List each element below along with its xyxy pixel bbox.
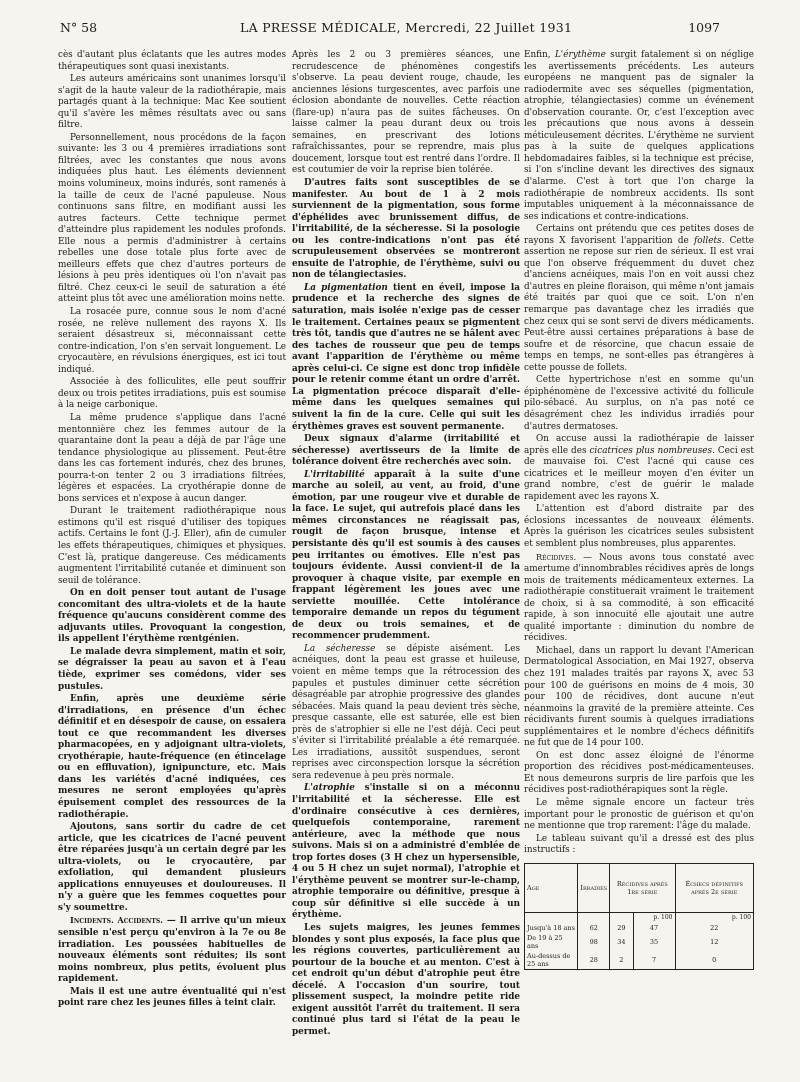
section-label: L'atrophie — [304, 783, 355, 794]
table-cell — [578, 912, 610, 923]
page-number: 1097 — [688, 20, 720, 35]
table-cell: 7 — [633, 951, 675, 969]
paragraph: On accuse aussi la radiothérapie de laisser après elle des cicatrices plus nombreuses. Ceci est de mauvaise foi. C'est l'acné qui cause ces cicatrices et le meilleur moyen d'en éviter un grand nombre, c'est de guérir le malade rapidement avec les rayons X. — [524, 434, 754, 502]
paragraph: Enfin, après une deuxième série d'irradiations, en présence d'un échec définitif et en désespoir de cause, on essaiera tout ce que recommandent les diverses pharmacopées, en y adjoignant ultra-violets, cryothérapie, haute-fréquence (en étincelage ou en effluvation), ignipuncture, etc. Mais dans les variétés d'acné indiquées, ces mesures ne seront employées qu'après épuisement complet des ressources de la radiothérapie. — [58, 694, 286, 820]
table-cell: 47 — [633, 923, 675, 933]
table-cell: 28 — [578, 951, 610, 969]
recurrence-table — [524, 863, 754, 970]
journal-title: LA PRESSE MÉDICALE, Mercredi, 22 Juillet 1931 — [240, 20, 573, 35]
paragraph: Le même signale encore un facteur très important pour le pronostic de guérison et qu'on ne mentionne que trop rarement: l'âge du malade. — [524, 798, 754, 832]
section-label: Récidives. — [536, 551, 577, 562]
table-header: Age — [525, 864, 578, 913]
paragraph: Associée à des folliculites, elle peut souffrir deux ou trois petites irradiations, puis est soumise à la neige carbonique. — [58, 377, 286, 411]
table-cell: 98 — [578, 933, 610, 951]
table-header: Récidives après 1re série — [610, 864, 675, 913]
paragraph: On en doit penser tout autant de l'usage concomitant des ultra-violets et de la haute fréquence qu'aucuns considèrent comme des adjuvants utiles. Provoquant la congestion, ils appellent l'érythème rœntgénien. — [58, 588, 286, 645]
paragraph: Durant le traitement radiothérapique nous estimons qu'il est risqué d'utiliser des topiques actifs. Certains le font (J.-J. Eller), afin de cumuler les effets thérapeutiques, chimiques et physiques. C'est là, pratique dangereuse. Ces médicaments augmentent l'irritabilité cutanée et diminuent son seuil de tolérance. — [58, 506, 286, 586]
paragraph: Enfin, L'érythème surgit fatalement si on néglige les avertissements précédents. Les auteurs européens ne manquent pas de signaler la radiodermite avec ses séquelles (pigmentation, atrophie, télangiectasies) comme un événement d'observation courante. Or, c'est l'exception avec les précautions que nous avons à dessein méticuleusement décrites. L'érythème ne survient pas à la suite de quelques applications hebdomadaires faibles, si la technique est précise, si l'on s'incline devant les directives des signaux d'alarme. C'est à tort que l'on charge la radiothérapie de nombreux accidents. Ils sont imputables uniquement à la méconnaissance de ses indications et contre-indications. — [524, 50, 754, 222]
paragraph: La même prudence s'applique dans l'acné mentonnière chez les femmes autour de la quarantaine dont la peau a déjà de par l'âge une tendance physiologique au plissement. Peut-être dans les cas fortement indurés, chez des brunes, pourra-t-on tenter 2 ou 3 irradiations filtrées, légères et espacées. La cryothérapie donne de bons services et n'expose à aucun danger. — [58, 412, 286, 504]
paragraph: L'attention est d'abord distraite par des éclosions incessantes de nouveaux éléments. Après la guérison les cicatrices seules subsistent et semblent plus nombreuses, plus apparentes. — [524, 504, 754, 549]
table-cell: 35 — [633, 933, 675, 951]
paragraph: Les auteurs américains sont unanimes lorsqu'il s'agit de la haute valeur de la radiothérapie, mais partagés quant à la technique: Mac Kee soutient qu'il s'avère les mêmes résultats avec ou sans filtre. — [58, 74, 286, 131]
table-cell: Au-dessus de 25 ans — [527, 951, 571, 968]
paragraph: Cette hypertrichose n'est en somme qu'un épiphénomène de l'excessive activité du follicule pilo-sébacé. Au surplus, on n'a pas noté ce désagrément chez les individus irradiés pour d'autres dermatoses. — [524, 375, 754, 432]
table-header: Irradiés — [578, 864, 610, 913]
table-cell: 0 — [675, 951, 753, 969]
issue-number: N° 58 — [60, 20, 98, 35]
table-cell: 12 — [675, 933, 753, 951]
section-label: L'irritabilité — [304, 469, 365, 480]
paragraph: cès d'autant plus éclatants que les autres modes thérapeutiques sont quasi inexistants. — [58, 50, 286, 72]
paragraph: Le tableau suivant qu'il a dressé est des plus instructifs : — [524, 833, 754, 856]
table-cell: 2 — [610, 951, 633, 969]
paragraph: L'atrophie s'installe si on a méconnu l'irritabilité et la sécheresse. Elle est d'ordinaire consécutive à ces dernières, quelquefois contemporaine, rarement antérieure, avec la méthode que nous suivons. Mais si on a administré d'emblée de trop fortes doses (3 H chez un hypersensible, 4 ou 5 H chez un sujet normal), l'atrophie et l'érythème peuvent se montrer sur-le-champ, atrophie temporaire ou définitive, presque à coup sûr définitive si elle succède à un érythème. — [292, 783, 520, 921]
paragraph: Récidives. — Nous avons tous constaté avec amertume d'innombrables récidives après de longs mois de traitements médicamenteux externes. La radiothérapie constituerait vraiment le traitement de choix, si à sa commodité, à son efficacité rapide, à son innocuité elle ajoutait une autre qualité importante : diminution du nombre de récidives. — [524, 551, 754, 644]
paragraph: Deux signaux d'alarme (irritabilité et sécheresse) avertisseurs de la limite de tolérance doivent être recherchés avec soin. — [292, 434, 520, 468]
paragraph: On est donc assez éloigné de l'énorme proportion des récidives post-médicamenteuses. Et nous demeurons surpris de lire parfois que les récidives post-radiothérapiques sont la règle. — [524, 750, 754, 796]
table-cell: De 19 à 25 ans — [527, 933, 563, 950]
table-cell: 22 — [675, 923, 753, 933]
section-label: L'érythème — [554, 50, 606, 60]
table-row — [525, 951, 753, 969]
paragraph: L'irritabilité apparaît à la suite d'une marche au soleil, au vent, au froid, d'une émotion, par une rougeur vive et durable de la face. Le sujet, qui autrefois placé dans les mêmes circonstances ne réagissait pas, rougit de façon brusque, intense et persistante dès qu'il est soumis à des causes peu irritantes ou émotives. Elle n'est pas toujours évidente. Aussi convient-il de la provoquer à chaque visite, par exemple en frappant légèrement les joues avec une serviette mouillée. Cette intolérance temporaire demande un repos du tégument de deux ou trois semaines, et de recommencer prudemment. — [292, 469, 520, 642]
table-cell: 34 — [610, 933, 633, 951]
table-row — [525, 933, 753, 951]
paragraph: La rosacée pure, connue sous le nom d'acné rosée, ne relève nullement des rayons X. Ils seraient désastreux si, méconnaissant cette contre-indication, l'on s'en servait longuement. Le cryocautère, en révulsions énergiques, est ici tout indiqué. — [58, 307, 286, 375]
column-2 — [292, 50, 520, 1038]
paragraph: La sécheresse se dépiste aisément. Les acnéiques, dont la peau est grasse et huileuse, voient en même temps que la rétrocession des papules et pustules diminuer cette sécrétion désagréable par atrophie progressive des glandes sébacées. Mais quand la peau devient très sèche, presque cassante, elle est saturée, elle est bien près de s'atrophier si elle ne l'est déjà. Ceci peut s'éviter si l'irritabilité préalable a été remarquée. Les irradiations, aussitôt suspendues, seront reprises avec circonspection lorsque la sécrétion sera redevenue à peu près normale. — [292, 643, 520, 781]
table-cell: 62 — [578, 923, 610, 933]
table-header: Échecs définitifs après 2e série — [675, 864, 753, 913]
section-label: La pigmentation — [304, 282, 388, 293]
paragraph: Les sujets maigres, les jeunes femmes blondes y sont plus exposés, la face plus que les régions couvertes, particulièrement au pourtour de la bouche et au menton. C'est à cet endroit qu'un début d'atrophie peut être décelé. A l'occasion d'un sourire, tout plissement suspect, la moindre petite ride exigent aussitôt l'arrêt du traitement. Il sera continué plus tard si l'état de la peau le permet. — [292, 923, 520, 1037]
paragraph: Certains ont prétendu que ces petites doses de rayons X favorisent l'apparition de follets. Cette assertion ne repose sur rien de sérieux. Il est vrai que l'on observe fréquemment du duvet chez d'anciens acnéiques, mais l'on en voit aussi chez d'autres en pleine floraison, qui même n'ont jamais été traités par quoi que ce soit. L'on n'en remarque pas davantage chez les irradiés que chez ceux qui se sont servi de divers médicaments. Peut-être aussi certaines préparations à base de soufre et de résorcine, que chacun essaie de temps en temps, ne sont-elles pas étrangères à cette pousse de follets. — [524, 224, 754, 373]
table-unit: p. 100 — [633, 912, 675, 923]
paragraph: Mais il est une autre éventualité qui n'est point rare chez les jeunes filles à teint clair. — [58, 986, 286, 1009]
table-row — [525, 923, 753, 933]
page-header — [60, 20, 720, 42]
table-unit: p. 100 — [675, 912, 753, 923]
paragraph: Michael, dans un rapport lu devant l'American Dermatological Association, en Mai 1927, observa chez 191 malades traités par rayons X, avec 53 pour 100 de guérisons en moins de 4 mois, 30 pour 100 de récidives, dont aucune n'eut néanmoins la gravité de la première atteinte. Ces récidivants furent soumis à quelques irradiations supplémentaires et le nombre d'échecs définitifs ne fut que de 14 pour 100. — [524, 645, 754, 749]
section-label: Incidents. Accidents. — [70, 915, 164, 926]
paragraph: Ajoutons, sans sortir du cadre de cet article, que les cicatrices de l'acné peuvent être réparées jusqu'à un certain degré par les ultra-violets, ou le cryocautère, par exfoliation, qui demandent plusieurs applications ennuyeuses et douloureuses. Il n'y a guère que les femmes coquettes pour s'y soumettre. — [58, 822, 286, 913]
paragraph: La pigmentation tient en éveil, impose la prudence et la recherche des signes de saturation, mais isolée n'exige pas de cesser le traitement. Certaines peaux se pigmentent très tôt, tandis que d'autres ne se hâlent avec des taches de rousseur que peu de temps avant l'apparition de l'érythème ou même après celui-ci. Ce signe est donc trop infidèle pour le retenir comme étant un ordre d'arrêt. La pigmentation précoce disparaît d'elle-même dans les quelques semaines qui suivent la fin de la cure. Celle qui suit les érythèmes graves est souvent permanente. — [292, 282, 520, 432]
column-3 — [524, 50, 754, 970]
paragraph: Incidents. Accidents. — Il arrive qu'un mieux sensible n'est perçu qu'environ à la 7e ou 8e irradiation. Les poussées habituelles de nouveaux éléments sont réduites; ils sont moins nombreux, plus petits, évoluent plus rapidement. — [58, 915, 286, 985]
table-cell — [610, 912, 633, 923]
paragraph: Après les 2 ou 3 premières séances, une recrudescence de phénomènes congestifs s'observe. La peau devient rouge, chaude, les anciennes lésions turgescentes, avec parfois une éclosion abondante de nouvelles. Cette réaction (flare-up) n'aura pas de suites fâcheuses. On laisse calmer la peau durant deux ou trois semaines, en prescrivant des lotions rafraîchissantes, pour se reprendre, mais plus doucement, lorsque tout est rentré dans l'ordre. Il est coutumier de voir la reprise bien tolérée. — [292, 50, 520, 176]
paragraph: Personnellement, nous procédons de la façon suivante: les 3 ou 4 premières irradiations sont filtrées, avec les constantes que nous avons indiquées plus haut. Les éléments deviennent moins volumineux, moins indurés, sont ramenés à la taille de ceux de l'acné papuleuse. Nous continuons sans filtre, en modifiant aussi les autres facteurs. Cette technique permet d'atteindre plus rapidement les nodules profonds. Elle nous a permis d'administrer à certains rebelles une dose totale plus forte avec de meilleurs effets que chez d'autres porteurs de lésions à peu près identiques où l'on n'avait pas filtré. Chez ceux-ci le seuil de saturation a été atteint plus tôt avec une amélioration moins nette. — [58, 132, 286, 305]
paragraph: Le malade devra simplement, matin et soir, se dégraisser la peau au savon et à l'eau tiède, exprimer ses comédons, vider ses pustules. — [58, 646, 286, 692]
table-cell: Jusqu'à 18 ans — [527, 923, 575, 932]
column-1 — [58, 50, 286, 1010]
table-cell: 29 — [610, 923, 633, 933]
table-cell — [525, 912, 578, 923]
section-label: La sécheresse — [304, 643, 376, 654]
paragraph: D'autres faits sont susceptibles de se manifester. Au bout de 1 à 2 mois surviennent de la pigmentation, sous forme d'éphélides avec brunissement diffus, de l'irritabilité, de la sécheresse. Si la posologie ou les contre-indications n'ont pas été scrupuleusement observées se montreront ensuite de l'atrophie, de l'érythème, suivi ou non de télangiectasies. — [292, 178, 520, 281]
